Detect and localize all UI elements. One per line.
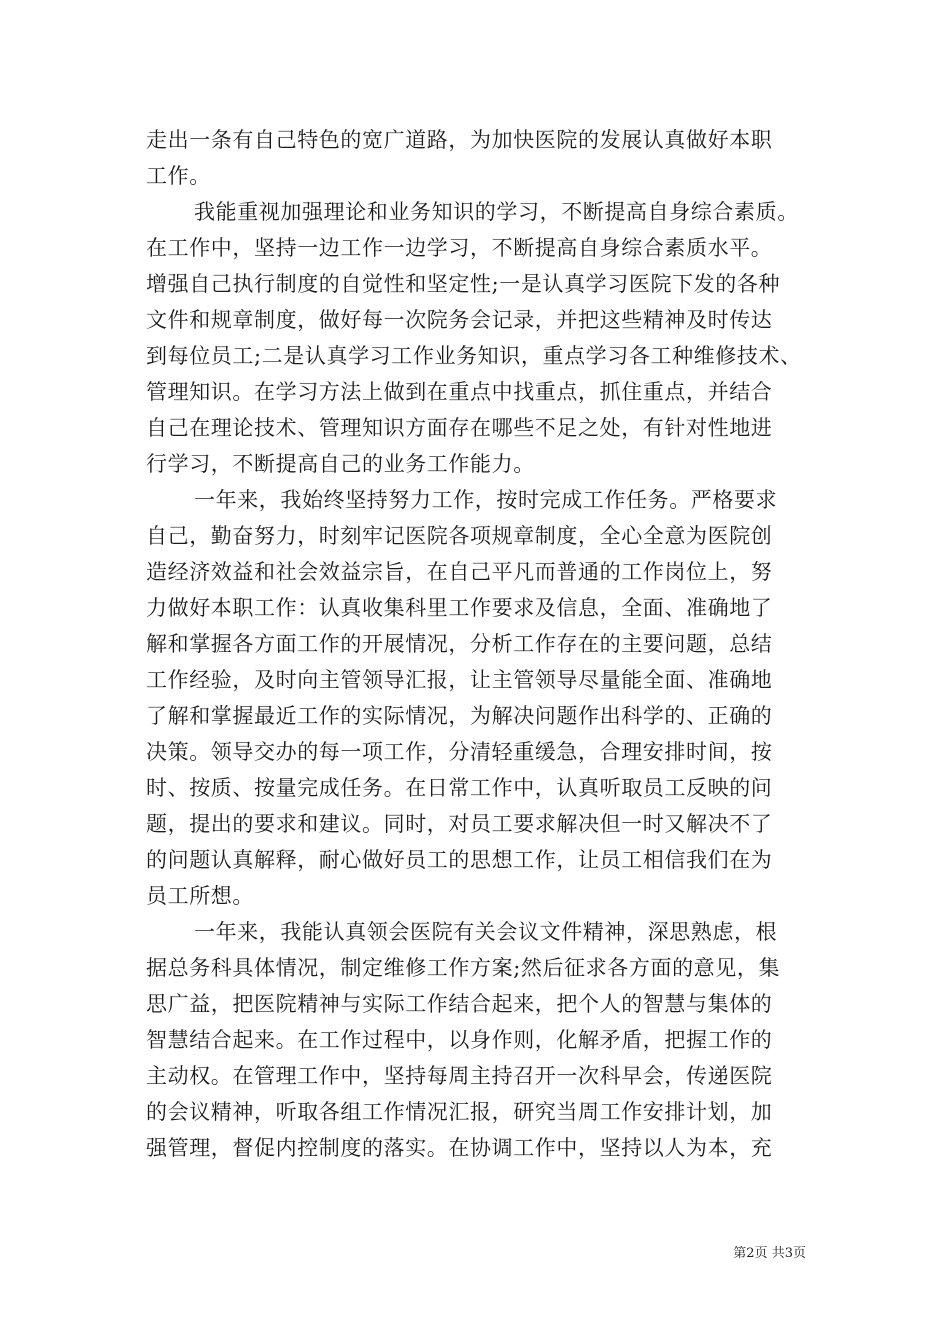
paragraph-4-line-6: 的会议精神，听取各组工作情况汇报，研究当周工作安排计划，加 (146, 1100, 773, 1124)
paragraph-3-line-8: 决策。领导交办的每一项工作，分清轻重缓急，合理安排时间，按 (146, 740, 773, 764)
paragraph-3-line-6: 工作经验，及时向主管领导汇报，让主管领导尽量能全面、准确地 (146, 668, 773, 692)
footer-current-page: 2 (746, 1246, 755, 1261)
paragraph-2-line-6: 管理知识。在学习方法上做到在重点中找重点，抓住重点，并结合 (146, 380, 773, 404)
paragraph-4-line-4: 智慧结合起来。在工作过程中，以身作则，化解矛盾，把握工作的 (146, 1028, 773, 1052)
paragraph-2-line-7: 自己在理论技术、管理知识方面存在哪些不足之处，有针对性地进 (146, 416, 773, 440)
footer-total-pages: 3 (784, 1246, 793, 1261)
page-footer (700, 1244, 806, 1264)
paragraph-2-line-5: 到每位员工;二是认真学习工作业务知识，重点学习各工种维修技术、 (146, 344, 802, 368)
paragraph-3-line-9: 时、按质、按量完成任务。在日常工作中，认真听取员工反映的问 (146, 776, 773, 800)
paragraph-3-line-3: 造经济效益和社会效益宗旨，在自己平凡而普通的工作岗位上，努 (146, 560, 773, 584)
paragraph-1-line-1: 走出一条有自己特色的宽广道路，为加快医院的发展认真做好本职 (146, 128, 773, 152)
paragraph-3-line-11: 的问题认真解释，耐心做好员工的思想工作，让员工相信我们在为 (146, 848, 773, 872)
paragraph-3-line-12: 员工所想。 (146, 884, 254, 908)
paragraph-4-line-1: 一年来，我能认真领会医院有关会议文件精神，深思熟虑，根 (194, 920, 778, 944)
paragraph-2-line-2: 在工作中，坚持一边工作一边学习，不断提高自身综合素质水平。 (146, 236, 773, 260)
paragraph-4-line-7: 强管理，督促内控制度的落实。在协调工作中，坚持以人为本，充 (146, 1136, 773, 1160)
footer-middle: 页 共 (754, 1246, 785, 1261)
paragraph-3-line-5: 解和掌握各方面工作的开展情况，分析工作存在的主要问题，总结 (146, 632, 773, 656)
paragraph-1-line-2: 工作。 (146, 164, 211, 188)
paragraph-2-line-4: 文件和规章制度，做好每一次院务会记录，并把这些精神及时传达 (146, 308, 773, 332)
paragraph-3-line-2: 自己，勤奋努力，时刻牢记医院各项规章制度，全心全意为医院创 (146, 524, 773, 548)
paragraph-3-line-10: 题，提出的要求和建议。同时，对员工要求解决但一时又解决不了 (146, 812, 773, 836)
paragraph-2-line-1: 我能重视加强理论和业务知识的学习，不断提高自身综合素质。 (194, 200, 799, 224)
paragraph-3-line-4: 力做好本职工作：认真收集科里工作要求及信息，全面、准确地了 (146, 596, 773, 620)
paragraph-3-line-1: 一年来，我始终坚持努力工作，按时完成工作任务。严格要求 (194, 488, 778, 512)
footer-prefix: 第 (733, 1246, 747, 1261)
paragraph-4-line-2: 据总务科具体情况，制定维修工作方案;然后征求各方面的意见，集 (146, 956, 781, 980)
paragraph-2-line-3: 增强自己执行制度的自觉性和坚定性;一是认真学习医院下发的各种 (146, 272, 781, 296)
paragraph-4-line-5: 主动权。在管理工作中，坚持每周主持召开一次科早会，传递医院 (146, 1064, 773, 1088)
paragraph-2-line-8: 行学习，不断提高自己的业务工作能力。 (146, 452, 535, 476)
paragraph-3-line-7: 了解和掌握最近工作的实际情况，为解决问题作出科学的、正确的 (146, 704, 773, 728)
footer-suffix: 页 (792, 1246, 806, 1261)
paragraph-4-line-3: 思广益，把医院精神与实际工作结合起来，把个人的智慧与集体的 (146, 992, 773, 1016)
